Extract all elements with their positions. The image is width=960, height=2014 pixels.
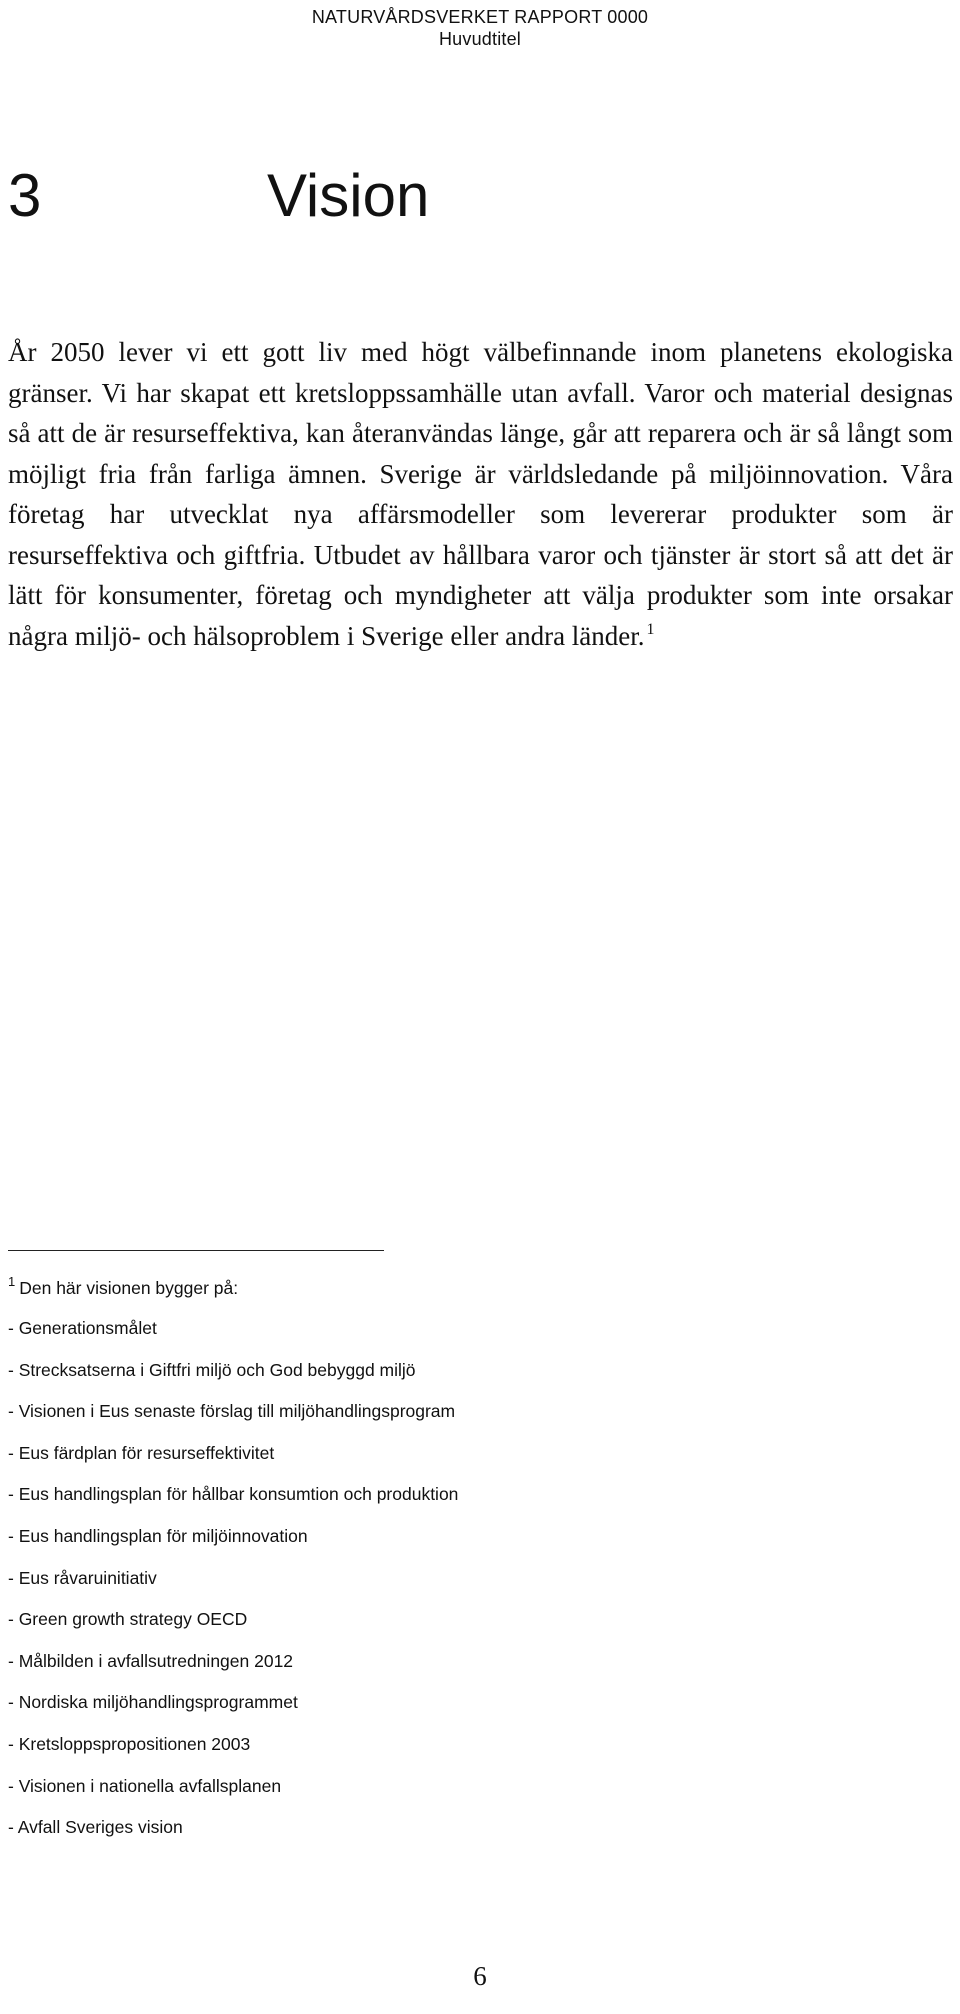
footnote-intro-text: Den här visionen bygger på: <box>19 1278 239 1298</box>
footnote-marker: 1 <box>8 1274 16 1289</box>
running-header <box>0 6 960 50</box>
footnote-list-item: - Eus färdplan för resurseffektivitet <box>8 1442 275 1463</box>
footnote-reference[interactable]: 1 <box>646 620 655 638</box>
body-paragraph <box>8 332 953 656</box>
footnote-list-item: - Visionen i nationella avfallsplanen <box>8 1775 282 1796</box>
footnote-list-item: - Strecksatserna i Giftfri miljö och God bebyggd miljö <box>8 1359 416 1380</box>
footnote-list-item: - Kretsloppspropositionen 2003 <box>8 1733 251 1754</box>
footnote-list-item: - Generationsmålet <box>8 1318 157 1338</box>
footnote-list-item: - Green growth strategy OECD <box>8 1609 248 1630</box>
footnote-list-item: - Eus råvaruinitiativ <box>8 1567 157 1588</box>
footnote-list-item: - Avfall Sveriges vision <box>8 1817 183 1838</box>
footnote-list-item: - Eus handlingsplan för miljöinnovation <box>8 1525 308 1546</box>
chapter-number: 3 <box>8 162 42 229</box>
footnote-list-item: - Visionen i Eus senaste förslag till miljöhandlingsprogram <box>8 1401 456 1422</box>
footnote-divider <box>8 1250 384 1251</box>
report-title: NATURVÅRDSVERKET RAPPORT 0000 <box>311 7 649 27</box>
chapter-heading <box>8 160 429 232</box>
page-number: 6 <box>473 1961 487 1991</box>
report-subtitle: Huvudtitel <box>438 29 522 49</box>
footnote-list <box>8 1308 708 1849</box>
footnote-list-item: - Eus handlingsplan för hållbar konsumtion och produktion <box>8 1484 459 1505</box>
footnote-list-item: - Målbilden i avfallsutredningen 2012 <box>8 1650 294 1671</box>
chapter-title: Vision <box>267 162 430 229</box>
body-paragraph-text: År 2050 lever vi ett gott liv med högt välbefinnande inom planetens ekologiska gränser. Vi har skapat ett kretsloppssamhälle utan avfall. Varor och material designas så att de är resurseffektiva, kan återanvändas länge, går att reparera och är så långt som möjligt fria från farliga ämnen. Sverige är världsledande på miljöinnovation. Våra företag har utvecklat nya affärsmodeller som levererar produkter som är resurseffektiva och giftfria. Utbudet av hållbara varor och tjänster är stort så att det är lätt för konsumenter, företag och myndigheter att välja produkter som inte orsakar några miljö- och hälsoproblem i Sverige eller andra länder. <box>8 337 953 651</box>
footnote-intro <box>8 1268 708 1308</box>
footnote-list-item: - Nordiska miljöhandlingsprogrammet <box>8 1692 298 1713</box>
footnote <box>8 1268 708 1849</box>
